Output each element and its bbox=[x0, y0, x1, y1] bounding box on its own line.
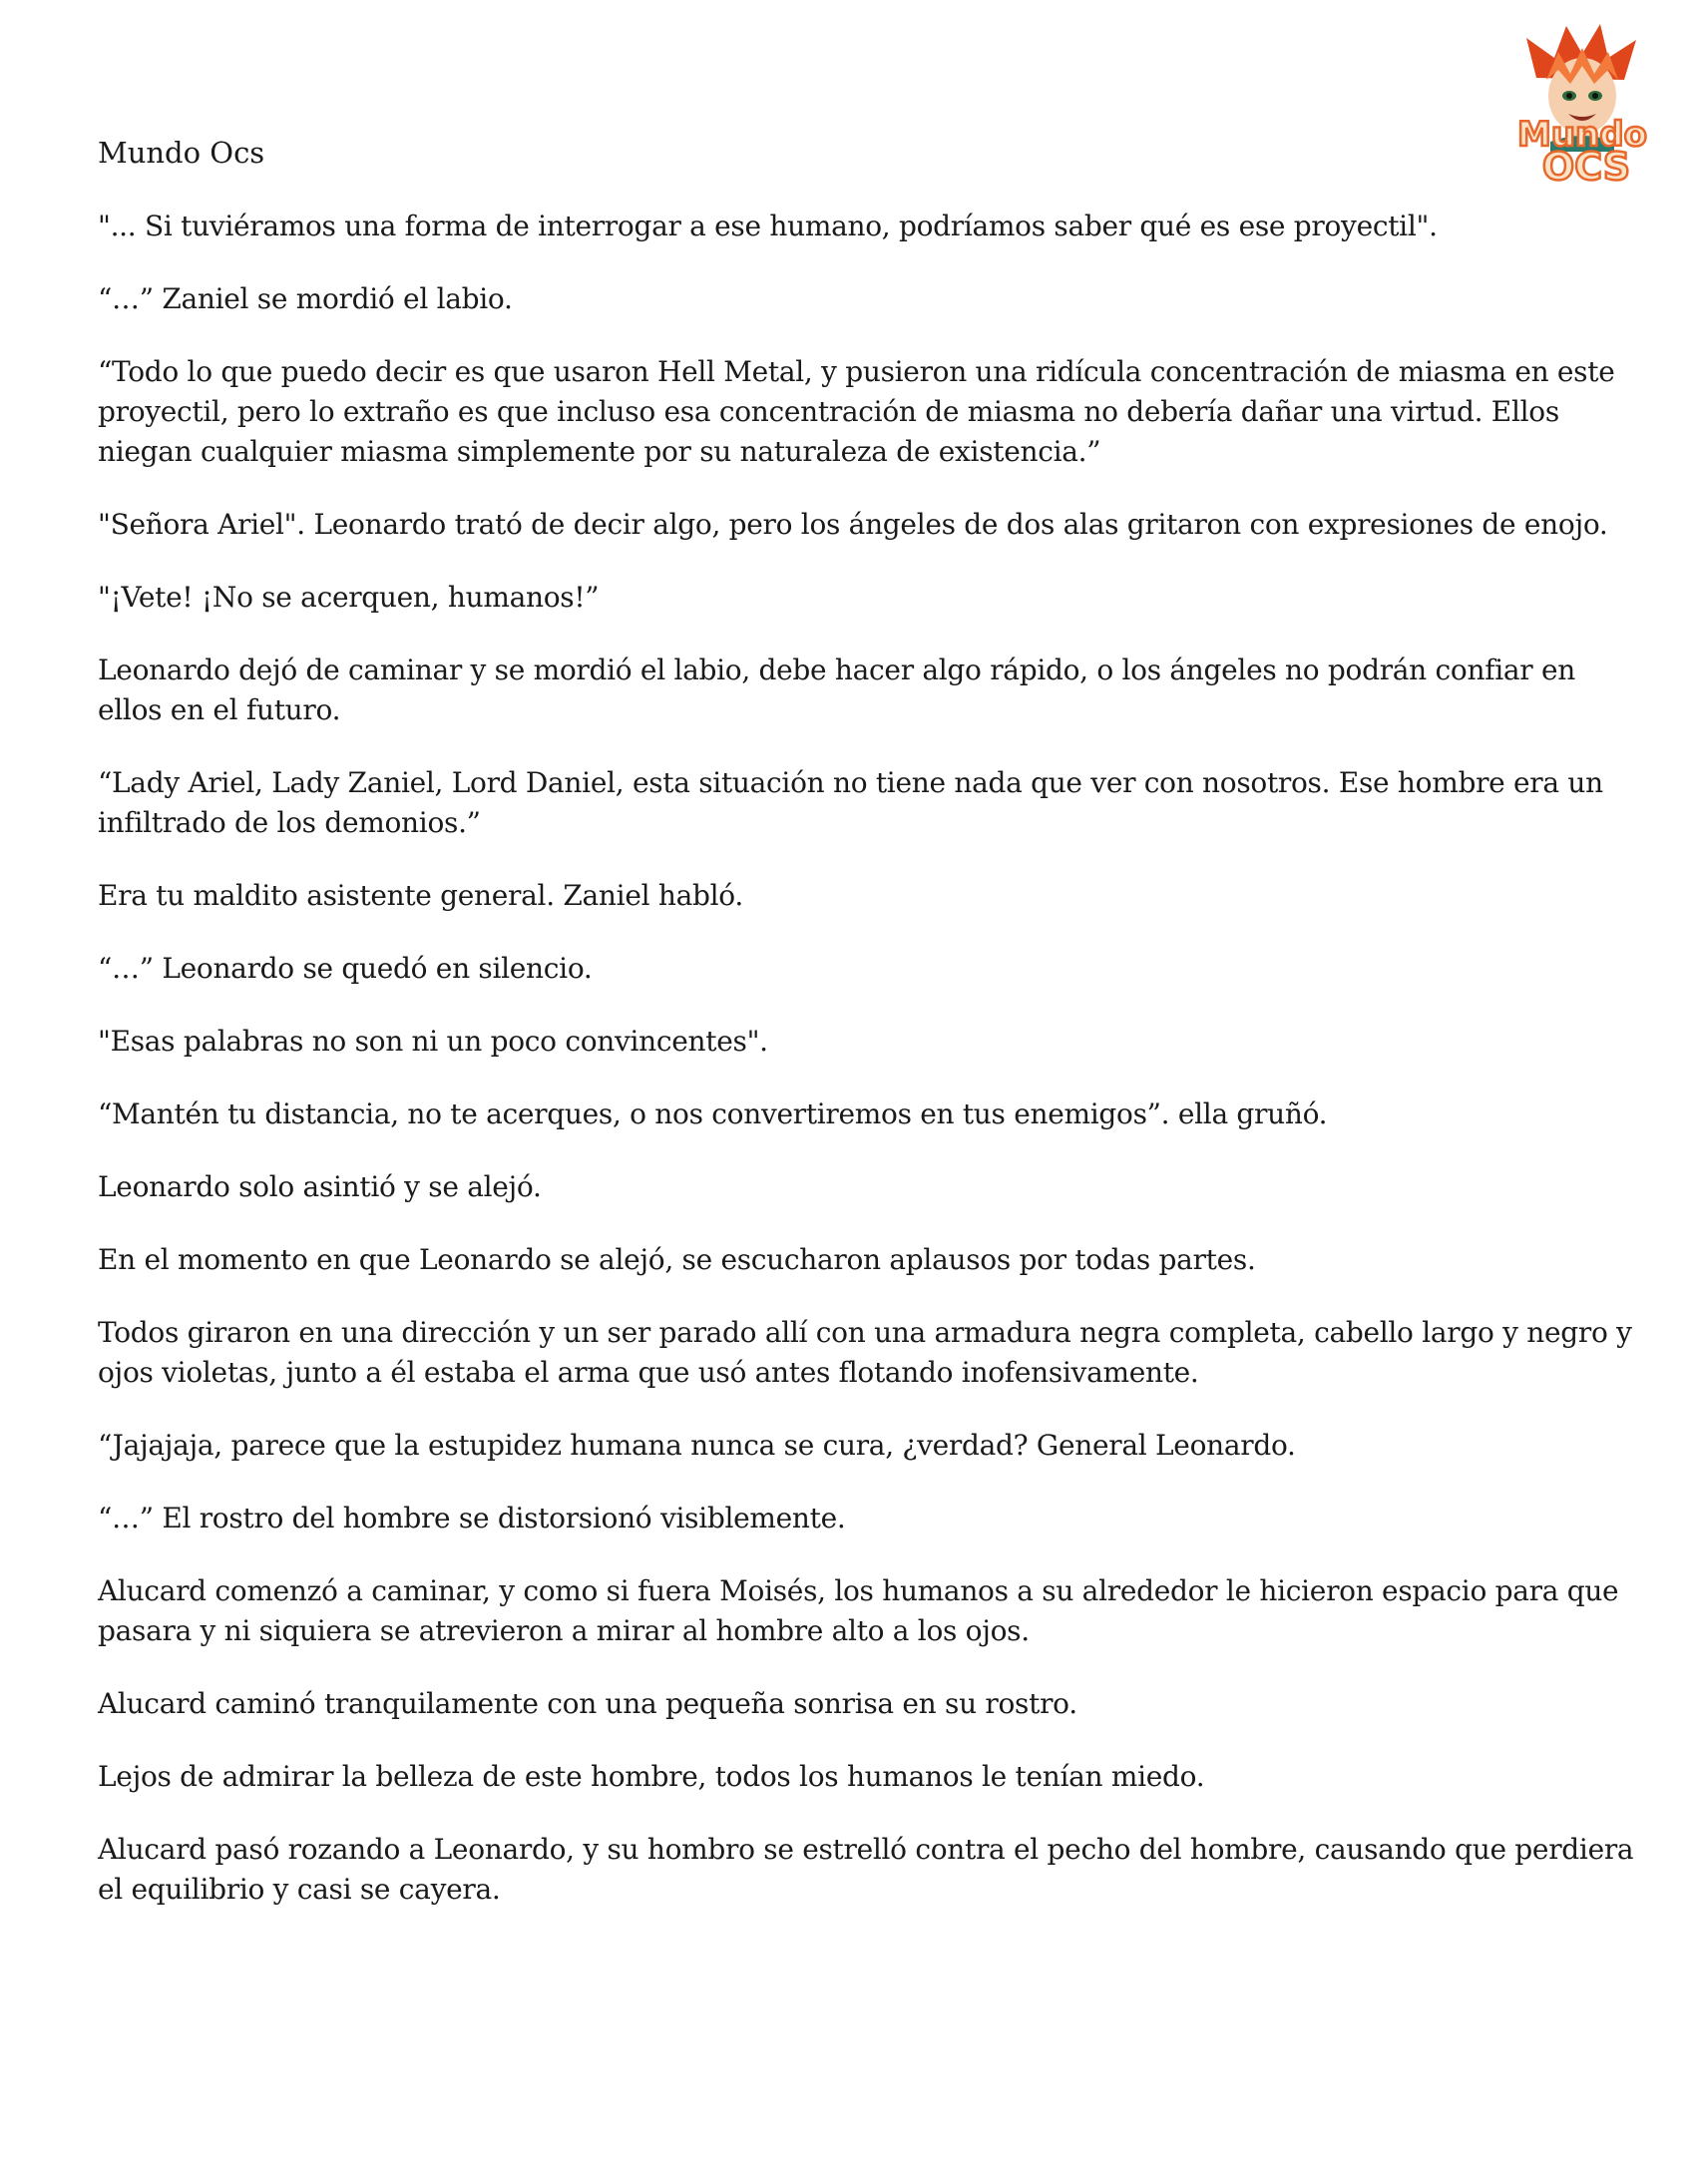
mundo-ocs-mascot-logo-icon bbox=[1496, 18, 1668, 190]
logo-word-bottom: OCS bbox=[1541, 145, 1631, 189]
paragraph: “…” El rostro del hombre se distorsionó visiblemente. bbox=[98, 1502, 846, 1534]
paragraph: “…” Zaniel se mordió el labio. bbox=[98, 282, 513, 315]
paragraph: “Lady Ariel, Lady Zaniel, Lord Daniel, esta situación no tiene nada que ver con nosotros. Ese hombre era un infiltrado de los demonios.” bbox=[98, 766, 1603, 839]
paragraph: Leonardo dejó de caminar y se mordió el labio, debe hacer algo rápido, o los ángeles no podrán confiar en ellos en el futuro. bbox=[98, 654, 1575, 726]
paragraph: Leonardo solo asintió y se alejó. bbox=[98, 1170, 542, 1203]
logo-word-top: Mundo bbox=[1517, 115, 1647, 155]
paragraph: “Todo lo que puedo decir es que usaron Hell Metal, y pusieron una ridícula concentración de miasma en este proyectil, pero lo extraño es que incluso esa concentración de miasma no debería dañar una virtud. Ellos niegan cualquier miasma simplemente por su naturaleza de existencia.” bbox=[98, 355, 1615, 468]
paragraph: Todos giraron en una dirección y un ser parado allí con una armadura negra completa, cabello largo y negro y ojos violetas, junto a él estaba el arma que usó antes flotando inofensivamente. bbox=[98, 1316, 1632, 1389]
paragraph: En el momento en que Leonardo se alejó, se escucharon aplausos por todas partes. bbox=[98, 1243, 1256, 1276]
story-body bbox=[98, 207, 1634, 1943]
mundo-ocs-logo bbox=[1496, 18, 1668, 190]
paragraph: Alucard caminó tranquilamente con una pequeña sonrisa en su rostro. bbox=[98, 1687, 1077, 1720]
paragraph: "Señora Ariel". Leonardo trató de decir algo, pero los ángeles de dos alas gritaron con expresiones de enojo. bbox=[98, 508, 1608, 541]
site-name-header: Mundo Ocs bbox=[98, 136, 265, 170]
paragraph: “…” Leonardo se quedó en silencio. bbox=[98, 952, 593, 985]
paragraph: Alucard pasó rozando a Leonardo, y su hombro se estrelló contra el pecho del hombre, causando que perdiera el equilibrio y casi se cayera. bbox=[98, 1833, 1634, 1906]
paragraph: “Mantén tu distancia, no te acerques, o nos convertiremos en tus enemigos”. ella gruñó. bbox=[98, 1097, 1328, 1130]
paragraph: Era tu maldito asistente general. Zaniel habló. bbox=[98, 879, 743, 912]
paragraph: "¡Vete! ¡No se acerquen, humanos!” bbox=[98, 581, 600, 614]
paragraph: "Esas palabras no son ni un poco convincentes". bbox=[98, 1025, 768, 1058]
paragraph: Lejos de admirar la belleza de este hombre, todos los humanos le tenían miedo. bbox=[98, 1760, 1205, 1793]
paragraph: “Jajajaja, parece que la estupidez humana nunca se cura, ¿verdad? General Leonardo. bbox=[98, 1429, 1296, 1462]
paragraph: "... Si tuviéramos una forma de interrogar a ese humano, podríamos saber qué es ese proyectil". bbox=[98, 210, 1438, 242]
paragraph: Alucard comenzó a caminar, y como si fuera Moisés, los humanos a su alrededor le hicieron espacio para que pasara y ni siquiera se atrevieron a mirar al hombre alto a los ojos. bbox=[98, 1574, 1619, 1647]
